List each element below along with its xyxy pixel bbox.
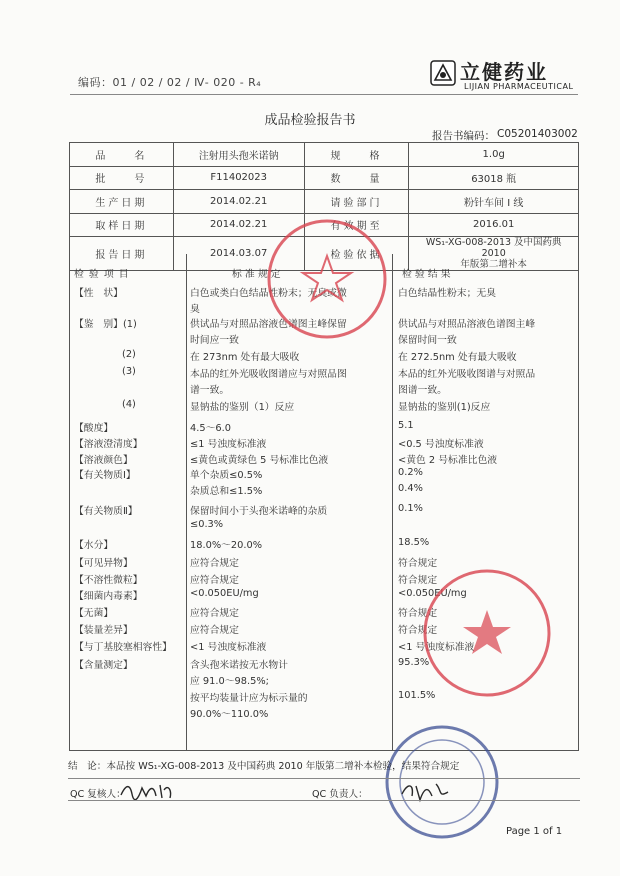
- row-item-label: 【细菌内毒素】: [74, 591, 143, 602]
- row-item-label: 【酸度】: [74, 423, 114, 434]
- company-seal-icon: [264, 216, 390, 342]
- dept-value: 粉针车间 I 线: [409, 190, 579, 214]
- row-standard: 谱一致。: [190, 385, 230, 396]
- row-standard: 应符合规定: [190, 558, 239, 569]
- row-result: 0.4%: [398, 483, 423, 494]
- row-item-label: 【鉴 别】(1): [74, 319, 137, 330]
- row-result: 符合规定: [398, 575, 438, 586]
- row-item-label: 【与丁基胶塞相容性】: [74, 642, 172, 653]
- row-result: 101.5%: [398, 690, 436, 701]
- row-standard: 应符合规定: [190, 575, 239, 586]
- row-item-label: (2): [122, 349, 136, 360]
- row-standard: 杂质总和≤1.5%: [190, 486, 263, 497]
- row-result: <0.5 号浊度标准液: [398, 439, 484, 450]
- row-item-label: 【装量差异】: [74, 625, 133, 636]
- qc-head-label: QC 负责人：: [312, 789, 368, 800]
- sample-date-label: 取样日期: [70, 213, 174, 237]
- qc-reviewer-label: QC 复核人：: [70, 789, 126, 800]
- table-row: [70, 166, 579, 190]
- row-result: <1 号浊度标准液: [398, 642, 475, 653]
- row-result: 0.2%: [398, 467, 423, 478]
- row-standard: 在 273nm 处有最大吸收: [190, 352, 300, 363]
- column-header-item: 检 验 项 目: [74, 269, 130, 280]
- row-standard: ≤0.3%: [190, 519, 224, 530]
- brand-name-cn: 立健药业: [460, 60, 548, 84]
- row-standard: 应符合规定: [190, 608, 239, 619]
- row-result: 在 272.5nm 处有最大吸收: [398, 352, 517, 363]
- row-standard: <0.050EU/mg: [190, 588, 259, 599]
- row-standard: 臭: [190, 304, 200, 315]
- column-divider: [392, 254, 393, 750]
- row-result: 符合规定: [398, 608, 438, 619]
- row-standard: 单个杂质≤0.5%: [190, 470, 263, 481]
- row-item-label: (4): [122, 399, 136, 410]
- basis-label: 检验依据: [304, 237, 409, 271]
- mfg-date-label: 生产日期: [70, 190, 174, 214]
- row-standard: 按平均装量计应为标示量的: [190, 693, 308, 704]
- row-standard: ≤1 号浊度标准液: [190, 439, 267, 450]
- table-row: [70, 190, 579, 214]
- quantity-value: 63018 瓶: [409, 166, 579, 190]
- row-item-label: 【无菌】: [74, 608, 114, 619]
- row-standard: 保留时间小于头孢米诺峰的杂质: [190, 506, 328, 517]
- product-name-label: 品 名: [70, 143, 174, 167]
- reviewer-signature-icon: [118, 780, 178, 802]
- sample-date-value: 2014.02.21: [173, 213, 304, 237]
- page-number: Page 1 of 1: [506, 826, 563, 837]
- row-standard: 90.0%～110.0%: [190, 709, 269, 720]
- row-item-label: 【有关物质Ⅱ】: [74, 506, 138, 517]
- row-item-label: 【含量测定】: [74, 660, 133, 671]
- row-result: 18.5%: [398, 537, 430, 548]
- row-item-label: 【可见异物】: [74, 558, 133, 569]
- report-date-label: 报告日期: [70, 237, 174, 271]
- row-standard: 4.5～6.0: [190, 423, 231, 434]
- quantity-label: 数 量: [304, 166, 409, 190]
- row-result: 符合规定: [398, 558, 438, 569]
- report-number-label: 报告书编码：: [432, 130, 495, 142]
- product-name-value: 注射用头孢米诺钠: [173, 143, 304, 167]
- row-item-label: 【溶液颜色】: [74, 455, 133, 466]
- row-result: <0.050EU/mg: [398, 588, 467, 599]
- expiry-value: 2016.01: [409, 213, 579, 237]
- brand-name-en: LIJIAN PHARMACEUTICAL: [464, 82, 574, 91]
- divider: [68, 800, 580, 801]
- page-title: 成品检验报告书: [264, 113, 356, 128]
- company-logo: [430, 58, 574, 98]
- row-item-label: 【溶液澄清度】: [74, 439, 143, 450]
- row-result: 显钠盐的鉴别(1)反应: [398, 402, 491, 413]
- batch-label: 批 号: [70, 166, 174, 190]
- spec-value: 1.0g: [409, 143, 579, 167]
- basis-value-line: WS₁-XG-008-2013 及中国药典 2010: [425, 237, 562, 259]
- row-standard: ≤黄色或黄绿色 5 号标准比色液: [190, 455, 329, 466]
- header-divider: [70, 94, 578, 95]
- row-standard: 18.0%～20.0%: [190, 540, 263, 551]
- report-date-value: 2014.03.07: [173, 237, 304, 271]
- row-standard: 含头孢米诺按无水物计: [190, 660, 288, 671]
- row-result: 图谱一致。: [398, 385, 447, 396]
- report-number: C05201403002: [497, 128, 578, 140]
- row-item-label: 【水分】: [74, 540, 114, 551]
- basis-value-line: 年版第二增补本: [460, 259, 527, 270]
- row-standard: 供试品与对照品溶液色谱图主峰保留: [190, 319, 347, 330]
- row-standard: <1 号浊度标准液: [190, 642, 267, 653]
- row-item-label: 【不溶性微粒】: [74, 575, 143, 586]
- column-divider: [186, 254, 187, 750]
- row-result: 白色结晶性粉末；无臭: [398, 288, 496, 299]
- row-item-label: (3): [122, 366, 136, 377]
- qc-seal-icon: [420, 566, 554, 700]
- row-item-label: 【有关物质Ⅰ】: [74, 470, 136, 481]
- row-standard: 时间应一致: [190, 335, 239, 346]
- column-header-result: 检 验 结 果: [402, 269, 451, 280]
- company-logo-icon: [430, 60, 456, 86]
- row-result: 符合规定: [398, 625, 438, 636]
- row-result: <黄色 2 号标准比色液: [398, 455, 498, 466]
- divider: [68, 778, 580, 779]
- row-item-label: 【性 状】: [74, 288, 123, 299]
- row-standard: 显钠盐的鉴别（1）反应: [190, 402, 295, 413]
- column-header-standard: 标 准 规 定: [232, 269, 281, 280]
- conclusion: 结 论：本品按 WS₁-XG-008-2013 及中国药典 2010 年版第二增补本检验，结果符合规定: [68, 761, 460, 772]
- row-standard: 应 91.0～98.5%;: [190, 676, 269, 687]
- row-result: 5.1: [398, 420, 414, 431]
- row-result: 保留时间一致: [398, 335, 457, 346]
- spec-label: 规 格: [304, 143, 409, 167]
- row-result: 95.3%: [398, 657, 430, 668]
- document-code: 编码：01 / 02 / 02 / Ⅳ- 020 - R₄: [78, 76, 262, 89]
- row-result: 供试品与对照品溶液色谱图主峰: [398, 319, 536, 330]
- row-standard: 白色或类白色结晶性粉末；无臭或微: [190, 288, 347, 299]
- row-standard: 本品的红外光吸收图谱应与对照品图: [190, 369, 347, 380]
- dept-label: 请验部门: [304, 190, 409, 214]
- batch-value: F11402023: [173, 166, 304, 190]
- row-result: 0.1%: [398, 503, 423, 514]
- mfg-date-value: 2014.02.21: [173, 190, 304, 214]
- table-row: [70, 143, 579, 167]
- row-standard: 应符合规定: [190, 625, 239, 636]
- expiry-label: 有效期至: [304, 213, 409, 237]
- row-result: 本品的红外光吸收图谱与对照品: [398, 369, 536, 380]
